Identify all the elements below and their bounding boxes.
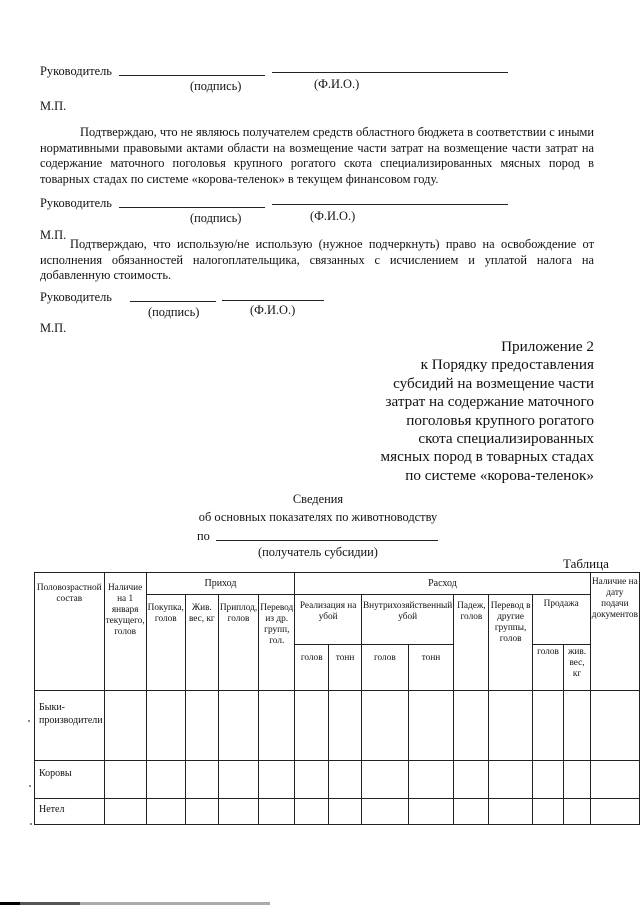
row-label: Коровы [35, 761, 105, 799]
table-cell[interactable] [104, 799, 146, 825]
table-cell[interactable] [104, 761, 146, 799]
table-cell[interactable] [454, 799, 489, 825]
name-caption-3: (Ф.И.О.) [250, 303, 296, 317]
header-income-purchase: Покупка, голов [146, 595, 185, 691]
appendix-line: мясных пород в товарных стадах [380, 448, 594, 466]
name-caption-2: (Ф.И.О.) [310, 209, 356, 223]
header-sale-weight: жив. вес, кг [564, 645, 590, 691]
header-death: Падеж, голов [454, 595, 489, 691]
signature-caption-2: (подпись) [190, 211, 242, 225]
table-label: Таблица [563, 556, 609, 571]
table-cell[interactable] [408, 799, 454, 825]
table-cell[interactable] [454, 761, 489, 799]
table-cell[interactable] [185, 799, 218, 825]
table-cell[interactable] [532, 761, 564, 799]
table-cell[interactable] [564, 761, 590, 799]
table-cell[interactable] [146, 799, 185, 825]
signature-line-3[interactable] [130, 301, 216, 302]
appendix-line: к Порядку предоставления [420, 356, 594, 374]
table-cell[interactable] [185, 761, 218, 799]
header-sex-age: Половозрастной состав [35, 573, 105, 691]
scan-dot [30, 823, 32, 825]
table-cell[interactable] [218, 691, 258, 761]
table-cell[interactable] [361, 691, 408, 761]
table-cell[interactable] [408, 691, 454, 761]
table-cell[interactable] [489, 799, 532, 825]
report-subtitle: об основных показателях по животноводству [198, 510, 438, 524]
table-cell[interactable] [532, 691, 564, 761]
table-cell[interactable] [259, 691, 295, 761]
table-cell[interactable] [295, 799, 329, 825]
signature-caption-3: (подпись) [148, 305, 200, 319]
table-cell[interactable] [408, 761, 454, 799]
name-line-1[interactable] [272, 72, 508, 73]
table-cell[interactable] [329, 799, 362, 825]
recipient-line[interactable] [216, 540, 438, 541]
table-cell[interactable] [295, 761, 329, 799]
header-transfer-out: Перевод в другие группы, голов [489, 595, 532, 691]
table-cell[interactable] [329, 691, 362, 761]
recipient-caption: (получатель субсидии) [258, 545, 378, 559]
header-sale: Продажа [532, 595, 590, 645]
signature-line-2[interactable] [119, 207, 265, 208]
name-line-3[interactable] [222, 300, 324, 301]
header-income-offspring: Приплод, голов [218, 595, 258, 691]
header-sale-heads: голов [532, 645, 564, 691]
table-row [35, 799, 640, 825]
signature-label-2: Руководитель [40, 196, 112, 210]
header-slaughter-tons: тонн [329, 645, 362, 691]
table-cell[interactable] [590, 691, 639, 761]
header-income-live-weight: Жив. вес, кг [185, 595, 218, 691]
name-caption-1: (Ф.И.О.) [314, 77, 360, 91]
header-initial: Наличие на 1 января текущего, голов [104, 573, 146, 691]
table-cell[interactable] [329, 761, 362, 799]
appendix-header [381, 338, 594, 485]
table-cell[interactable] [146, 761, 185, 799]
signature-line-1[interactable] [119, 75, 265, 76]
header-income-transfer: Перевод из др. групп, гол. [259, 595, 295, 691]
header-internal-slaughter: Внутрихозяйственный убой [361, 595, 453, 645]
row-label: Нетел [35, 799, 105, 825]
table-cell[interactable] [564, 799, 590, 825]
appendix-line: субсидий на возмещение части [393, 374, 594, 392]
confirmation-paragraph-1: Подтверждаю, что не являюсь получателем средств областного бюджета в соответствии с иными нормативными правовыми актами области на возмещение части затрат на возмещение части затрат на содержание маточного поголовья крупного рогатого скота специализированных мясных пород в товарных стадах по системе «корова-теленок» в текущем финансовом году. [40, 125, 594, 186]
table-cell[interactable] [590, 761, 639, 799]
header-slaughter-heads: голов [295, 645, 329, 691]
livestock-table [34, 572, 640, 825]
table-cell[interactable] [185, 691, 218, 761]
scan-dot [28, 720, 30, 722]
report-title: Сведения [292, 492, 344, 506]
table-cell[interactable] [590, 799, 639, 825]
header-slaughter-sale: Реализация на убой [295, 595, 362, 645]
table-cell[interactable] [218, 761, 258, 799]
signature-caption-1: (подпись) [190, 79, 242, 93]
table-cell[interactable] [564, 691, 590, 761]
signature-label-3: Руководитель [40, 290, 112, 304]
table-cell[interactable] [295, 691, 329, 761]
table-cell[interactable] [361, 799, 408, 825]
appendix-line: поголовья крупного рогатого [406, 411, 594, 429]
table-row [35, 691, 640, 761]
recipient-prefix: по [197, 529, 210, 543]
header-internal-tons: тонн [408, 645, 454, 691]
table-cell[interactable] [361, 761, 408, 799]
row-label: Быки-производители [35, 691, 105, 761]
table-cell[interactable] [218, 799, 258, 825]
header-internal-heads: голов [361, 645, 408, 691]
header-expense: Расход [295, 573, 590, 595]
signature-label-1: Руководитель [40, 64, 112, 78]
stamp-label-2: М.П. [40, 228, 67, 242]
stamp-label-3: М.П. [40, 321, 67, 335]
table-cell[interactable] [454, 691, 489, 761]
table-cell[interactable] [259, 761, 295, 799]
scan-dot [29, 785, 31, 787]
appendix-line: скота специализированных [418, 430, 594, 448]
table-cell[interactable] [489, 761, 532, 799]
confirmation-paragraph-2: Подтверждаю, что использую/не использую (нужное подчеркнуть) право на освобождение от исполнения обязанностей налогоплательщика, связанных с исчислением и уплатой налога на добавленную стоимость. [40, 237, 594, 282]
table-row [35, 761, 640, 799]
table-cell[interactable] [532, 799, 564, 825]
stamp-label-1: М.П. [40, 99, 67, 113]
table-cell[interactable] [104, 691, 146, 761]
table-cell[interactable] [259, 799, 295, 825]
header-current: Наличие на дату подачи документов [590, 573, 639, 691]
header-income: Приход [146, 573, 295, 595]
name-line-2[interactable] [272, 204, 508, 205]
table-cell[interactable] [489, 691, 532, 761]
appendix-line: Приложение 2 [501, 338, 594, 355]
appendix-line: затрат на содержание маточного [385, 393, 594, 411]
table-cell[interactable] [146, 691, 185, 761]
appendix-line: по системе «корова-теленок» [405, 466, 594, 484]
